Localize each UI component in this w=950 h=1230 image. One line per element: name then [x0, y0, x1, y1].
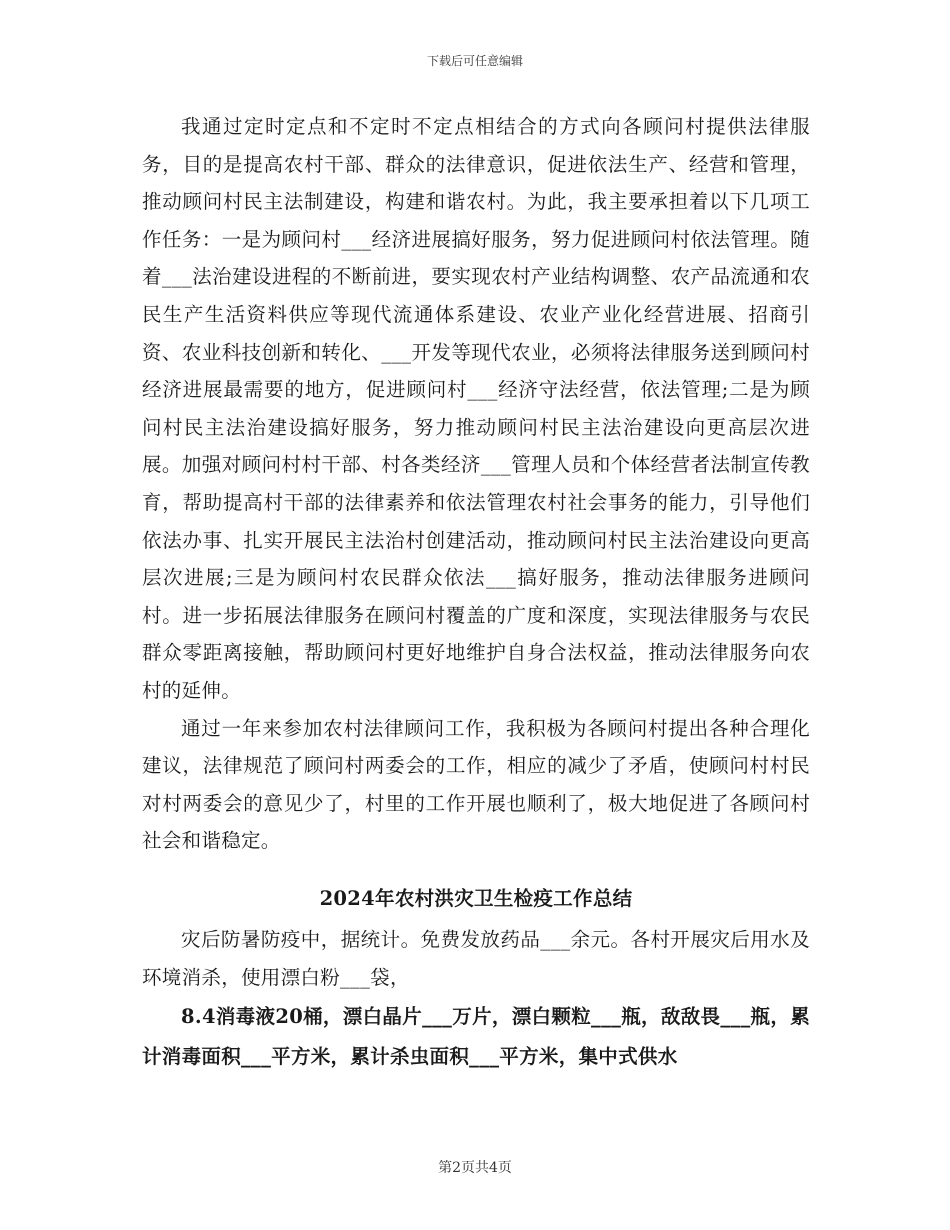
body-paragraph-2: 通过一年来参加农村法律顾问工作，我积极为各顾问村提出各种合理化建议，法律规范了顾问村两委会的工作，相应的减少了矛盾，使顾问村村民对村两委会的意见少了，村里的工作开展也顺利了，极大地促进了各顾问村社会和谐稳定。 — [142, 716, 810, 853]
page-footer: 第2页共4页 — [438, 1160, 512, 1176]
body-paragraph-1: 我通过定时定点和不定时不定点相结合的方式向各顾问村提供法律服务，目的是提高农村干部、群众的法律意识，促进依法生产、经营和管理，推动顾问村民主法制建设，构建和谐农村。为此，我主要承担着以下几项工作任务：一是为顾问村___经济进展搞好服务，努力促进顾问村依法管理。随着___法治建设进程的不断前进，要实现农村产业结构调整、农产品流通和农民生产生活资料供应等现代流通体系建设、农业产业化经营进展、招商引资、农业科技创新和转化、___开发等现代农业，必须将法律服务送到顾问村经济进展最需要的地方，促进顾问村___经济守法经营，依法管理;二是为顾问村民主法治建设搞好服务，努力推动顾问村民主法治建设向更高层次进展。加强对顾问村村干部、村各类经济___管理人员和个体经营者法制宣传教育，帮助提高村干部的法律素养和依法管理农村社会事务的能力，引导他们依法办事、扎实开展民主法治村创建活动，推动顾问村民主法治建设向更高层次进展;三是为顾问村农民群众依法___搞好服务，推动法律服务进顾问村。进一步拓展法律服务在顾问村覆盖的广度和深度，实现法律服务与农民群众零距离接触，帮助顾问村更好地维护自身合法权益，推动法律服务向农村的延伸。 — [142, 115, 810, 702]
section-title: 2024年农村洪灾卫生检疫工作总结 — [319, 886, 633, 910]
section-paragraph-1: 灾后防暑防疫中，据统计。免费发放药品___余元。各村开展灾后用水及环境消杀，使用漂白粉___袋， — [142, 928, 810, 990]
section-paragraph-bold: 8.4消毒液20桶，漂白晶片___万片，漂白颗粒___瓶，敌敌畏___瓶，累计消毒面积___平方米，累计杀虫面积___平方米，集中式供水 — [142, 1004, 810, 1068]
page-header: 下载后可任意编辑 — [426, 54, 523, 68]
document-body — [142, 108, 810, 1077]
